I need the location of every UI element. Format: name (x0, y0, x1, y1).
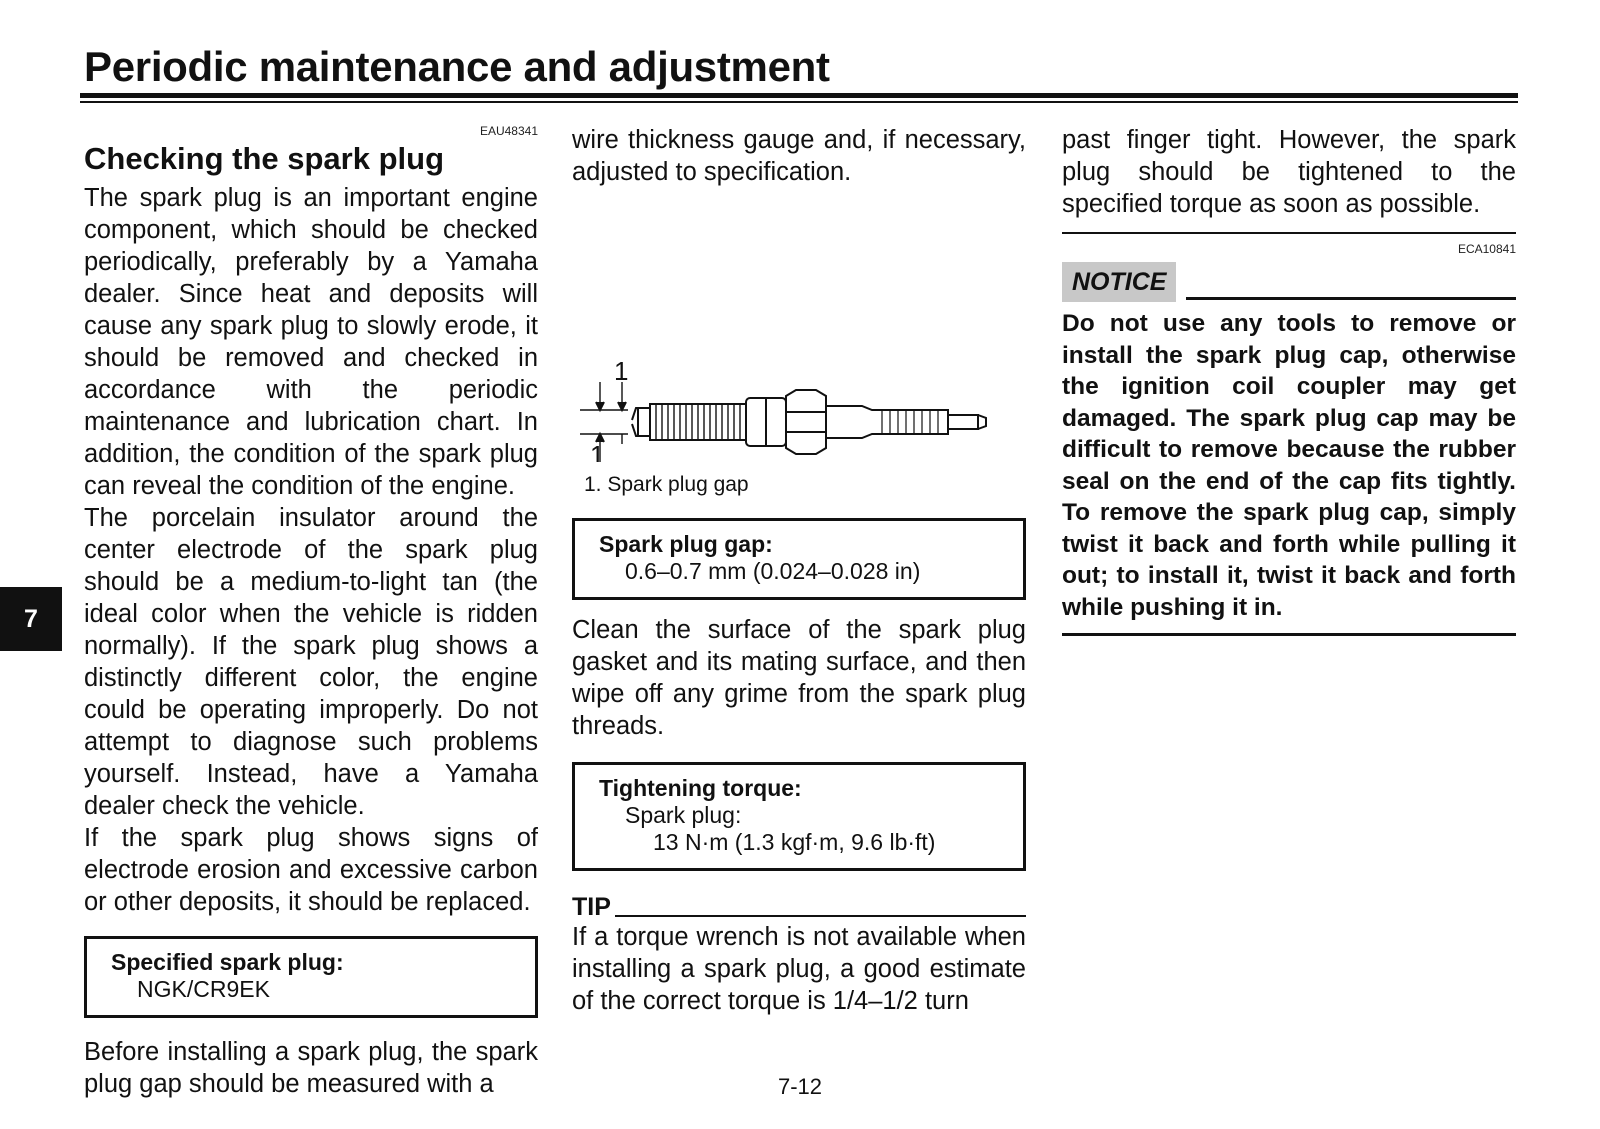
paragraph: The spark plug is an important engine component, which should be checked periodically, preferably by a Yamaha dealer. Since heat and deposits will cause any spark plug to slowly erode, it should be removed and checked in accordance with the periodic maintenance and lubrication chart. In addition, the condition of the spark plug can reveal the condition of the engine. (84, 184, 538, 500)
paragraph: Before installing a spark plug, the spark plug gap should be measured with a (84, 1038, 538, 1098)
paragraph: If the spark plug shows signs of electrode erosion and excessive carbon or other deposits, it should be replaced. (84, 824, 538, 916)
gap-label-top: 1 (614, 356, 629, 386)
figure-caption: 1. Spark plug gap (584, 473, 749, 496)
tip-text: If a torque wrench is not available when installing a spark plug, a good estimate of the correct torque is 1/4–1/2 turn (572, 923, 1026, 1015)
tip-heading (572, 893, 1026, 921)
spec-value: 0.6–0.7 mm (0.024–0.028 in) (625, 558, 921, 584)
header-rule-thick (80, 93, 1518, 98)
column-left (84, 124, 538, 1100)
paragraph: wire thickness gauge and, if necessary, adjusted to specification. (572, 126, 1026, 186)
spec-subtitle: Spark plug: (625, 802, 742, 828)
gap-label-bottom: 1 (590, 440, 605, 462)
section-title: Checking the spark plug (84, 141, 445, 176)
spec-box-torque (572, 762, 1026, 871)
spec-title: Specified spark plug: (111, 949, 344, 975)
tip-rule (615, 915, 1026, 917)
notice-code: ECA10841 (1457, 242, 1516, 256)
spark-plug-illustration (572, 222, 1026, 462)
column-middle (572, 124, 1026, 1017)
paragraph: Clean the surface of the spark plug gasket and its mating surface, and then wipe off any grime from the spark plug threads. (572, 616, 1026, 740)
spec-title: Spark plug gap: (599, 531, 773, 557)
divider (1062, 232, 1516, 234)
notice-rule (1186, 297, 1516, 300)
column-right (1062, 124, 1516, 636)
spark-plug-figure (572, 222, 1026, 462)
spec-title: Tightening torque: (599, 775, 802, 801)
chapter-tab: 7 (0, 587, 62, 651)
spec-value: 13 N·m (1.3 kgf·m, 9.6 lb·ft) (653, 829, 936, 855)
spec-box-spark-plug (84, 936, 538, 1018)
header-rule-thin (80, 101, 1518, 103)
paragraph: The porcelain insulator around the center electrode of the spark plug should be a medium-to-light tan (the ideal color when the vehicle is ridden normally). If the spark plug shows a distinctly different color, the engine could be operating improperly. Do not attempt to diagnose such problems yourself. Instead, have a Yamaha dealer check the vehicle. (84, 504, 538, 820)
notice-badge: NOTICE (1062, 262, 1176, 302)
notice-text: Do not use any tools to remove or install the spark plug cap, otherwise the ignition coil coupler may get damaged. The spark plug cap may be difficult to remove because the rubber seal on the end of the cap fits tightly. To remove the spark plug cap, simply twist it back and forth while pulling it out; to install it, twist it back and forth while pushing it in. (1062, 310, 1516, 621)
paragraph: past finger tight. However, the spark plug should be tightened to the specified torque as soon as possible. (1062, 126, 1516, 218)
spec-box-gap (572, 518, 1026, 600)
notice-heading (1062, 262, 1516, 302)
page-title: Periodic maintenance and adjustment (84, 43, 830, 90)
divider (1062, 633, 1516, 636)
section-code: EAU48341 (479, 124, 538, 138)
spec-value: NGK/CR9EK (137, 976, 270, 1002)
tip-label: TIP (572, 893, 611, 921)
page-number: 7-12 (777, 1074, 823, 1099)
